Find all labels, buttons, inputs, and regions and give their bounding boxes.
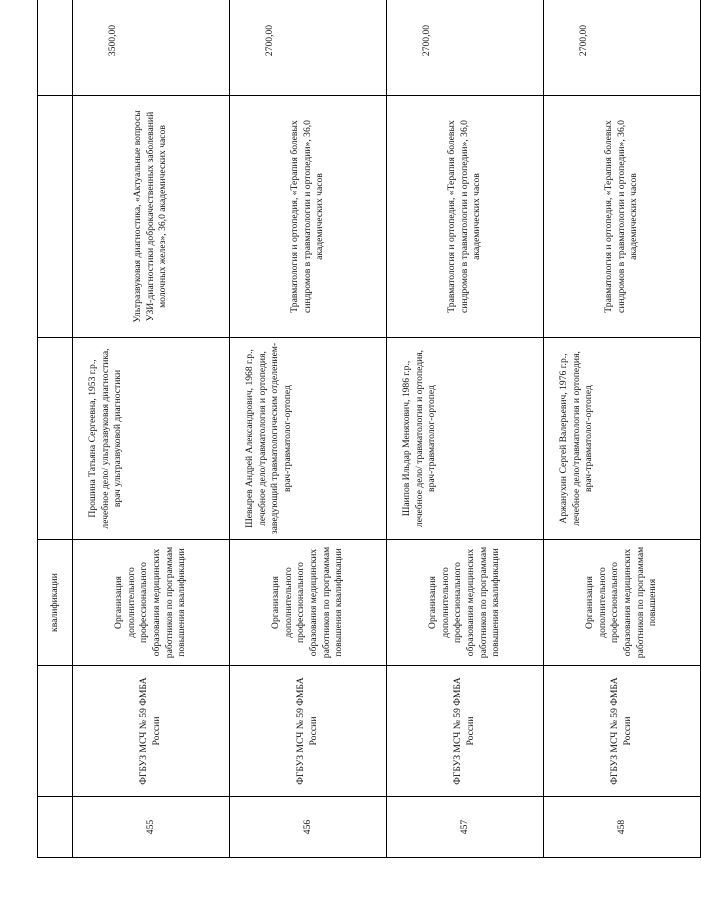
price-cell: 3500,00 (73, 0, 230, 96)
program-cell (544, 540, 701, 666)
person-cell: Шевырев Андрей Александрович, 1968 г.р., лечебное дело/травматология и ортопедия, заведующий травматологическим отделением-врач-травматолог-ортопед (230, 338, 387, 540)
program-cell (230, 540, 387, 666)
program-text: Организация дополнительного профессионального образования медицинских работников по программам повышения квалификации (113, 546, 188, 659)
organization-cell: ФГБУЗ МСЧ № 59 ФМБА России (73, 666, 230, 797)
table-row (387, 0, 544, 858)
header-cell-org (38, 666, 73, 797)
person-cell: Шаипов Ильдар Меняхович, 1986 г.р., лечебное дело/ травматология и ортопедия, врач-травматолог-ортопед (387, 338, 544, 540)
organization-cell: ФГБУЗ МСЧ № 59 ФМБА России (544, 666, 701, 797)
course-cell: Травматология и ортопедия, «Терапия болевых синдромов в травматологии и ортопедии», 36,0 академических часов (387, 96, 544, 338)
table-header-row (38, 0, 73, 858)
organization-cell: ФГБУЗ МСЧ № 59 ФМБА России (230, 666, 387, 797)
course-cell: Травматология и ортопедия, «Терапия болевых синдромов в травматологии и ортопедии», 36,0 академических часов (544, 96, 701, 338)
program-cell (73, 540, 230, 666)
program-text: Организация дополнительного профессионального образования медицинских работников по программам повышения квалификации (427, 546, 502, 659)
row-number: 458 (544, 797, 701, 858)
course-cell: Ультразвуковая диагностика, «Актуальные вопросы УЗИ-диагностики доброкачественных заболеваний молочных желез», 36,0 академических часов (73, 96, 230, 338)
row-number: 457 (387, 797, 544, 858)
program-text: Организация дополнительного профессионального образования медицинских работников по программам повышения (584, 546, 659, 659)
price-cell: 2700,00 (230, 0, 387, 96)
row-number: 456 (230, 797, 387, 858)
row-number: 455 (73, 797, 230, 858)
header-cell-person (38, 338, 73, 540)
organization-cell: ФГБУЗ МСЧ № 59 ФМБА России (387, 666, 544, 797)
table-row (544, 0, 701, 858)
header-cell-program: квалификации (38, 540, 73, 666)
contracts-table (37, 0, 701, 858)
person-cell: Аржанухин Сергей Валерьевич, 1976 г.р., лечебное дело/травматология и ортопедия, врач-травматолог-ортопед (544, 338, 701, 540)
header-cell-price (38, 0, 73, 96)
header-cell-num (38, 797, 73, 858)
header-cell-course (38, 96, 73, 338)
program-cell (387, 540, 544, 666)
program-text: Организация дополнительного профессионального образования медицинских работников по программам повышения квалификации (270, 546, 345, 659)
rotated-table-wrapper (37, 24, 659, 858)
course-cell: Травматология и ортопедия, «Терапия болевых синдромов в травматологии и ортопедии», 36,0 академических часов (230, 96, 387, 338)
person-cell: Прошина Татьяна Сергеевна, 1953 г.р., лечебное дело/ ультразвуковая диагностика, врач ультразвуковой диагностики (73, 338, 230, 540)
price-cell: 2700,00 (544, 0, 701, 96)
table-row (230, 0, 387, 858)
price-cell: 2700,00 (387, 0, 544, 96)
table-row (73, 0, 230, 858)
